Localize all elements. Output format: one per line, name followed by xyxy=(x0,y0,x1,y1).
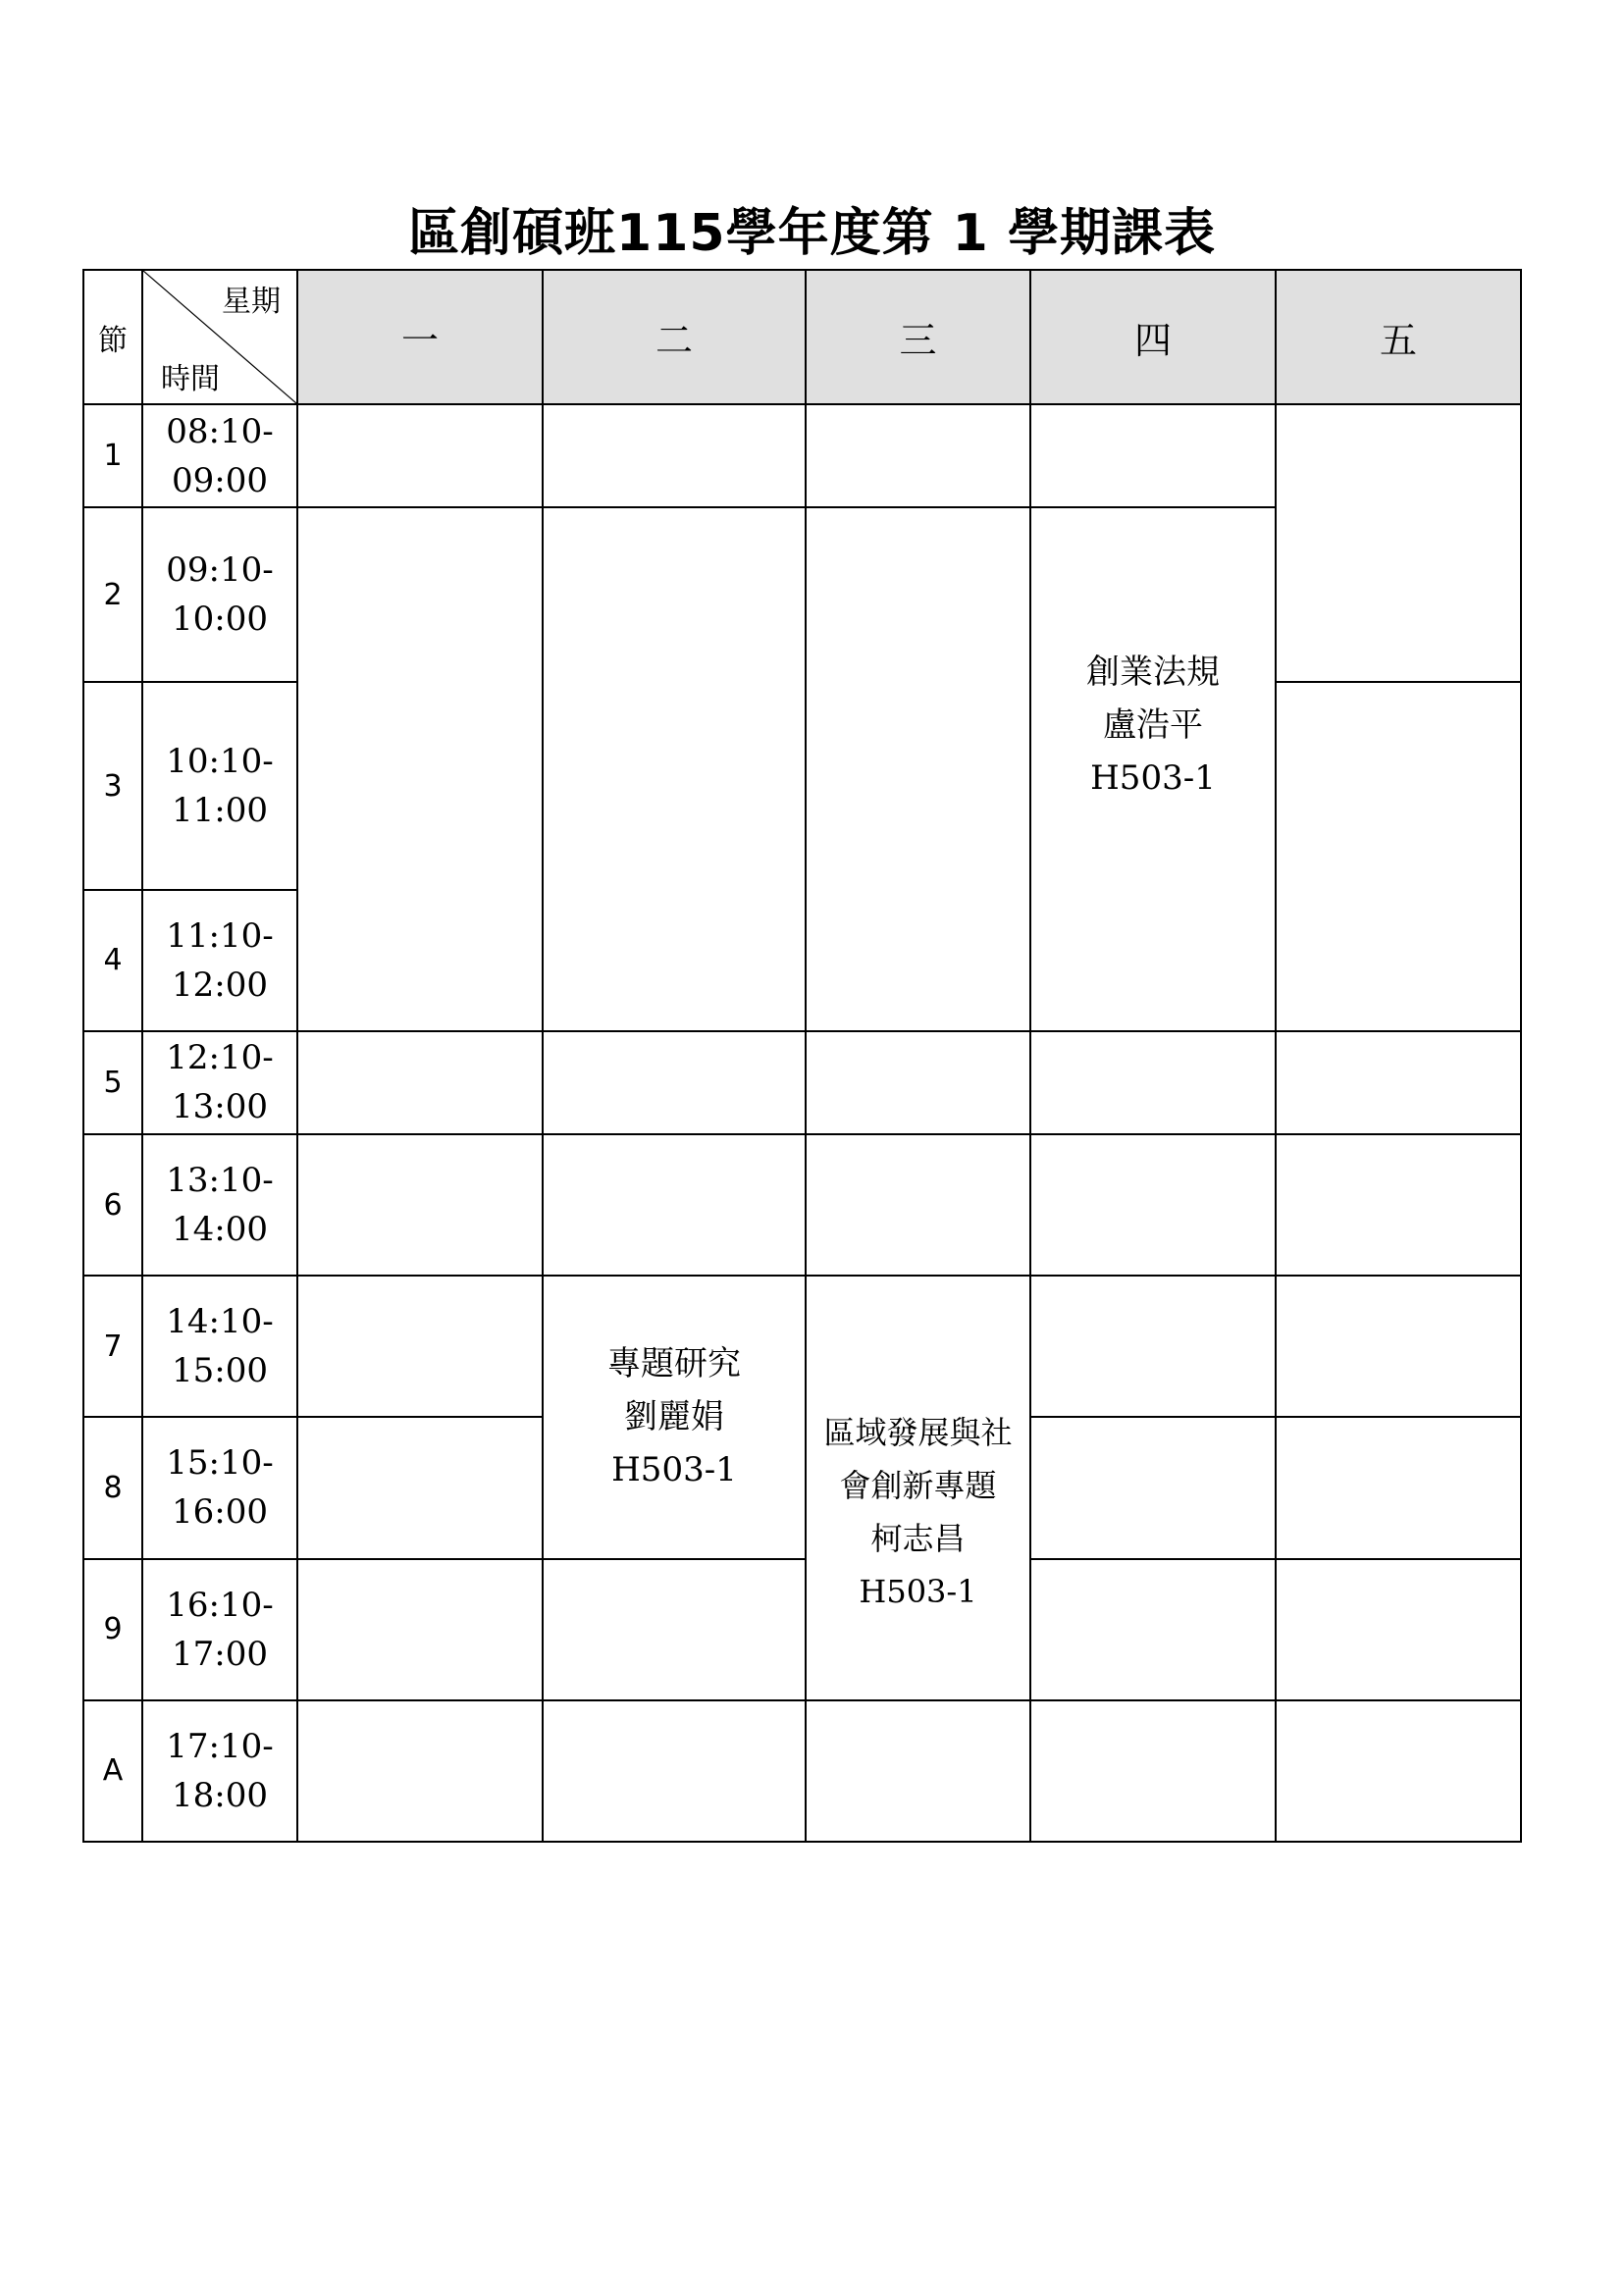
table-row xyxy=(83,1276,1521,1417)
slot-cell xyxy=(1030,1276,1276,1417)
time-range: 09:10- 10:00 xyxy=(142,507,297,682)
period-number: 3 xyxy=(83,682,142,889)
slot-cell xyxy=(297,1417,543,1558)
time-range: 15:10- 16:00 xyxy=(142,1417,297,1558)
course-name-line1: 區域發展與社 xyxy=(823,1414,1013,1452)
period-number: 1 xyxy=(83,404,142,507)
table-row xyxy=(83,1031,1521,1134)
time-range: 16:10- 17:00 xyxy=(142,1559,297,1700)
slot-cell xyxy=(1030,1417,1276,1558)
course-cell xyxy=(1030,507,1276,1031)
course-name: 創業法規 xyxy=(1086,652,1220,692)
slot-cell xyxy=(543,1031,806,1134)
slot-cell xyxy=(543,507,806,1031)
course-room: H503-1 xyxy=(859,1573,977,1611)
slot-cell xyxy=(297,507,543,1031)
slot-cell xyxy=(1276,1031,1521,1134)
slot-cell xyxy=(1276,1134,1521,1276)
corner-header xyxy=(142,270,297,404)
course-name-line2: 會創新專題 xyxy=(839,1467,997,1505)
slot-cell xyxy=(806,1134,1030,1276)
time-range: 13:10- 14:00 xyxy=(142,1134,297,1276)
period-number: A xyxy=(83,1700,142,1842)
period-number: 8 xyxy=(83,1417,142,1558)
slot-cell xyxy=(297,1031,543,1134)
slot-cell xyxy=(543,404,806,507)
time-range: 17:10- 18:00 xyxy=(142,1700,297,1842)
course-room: H503-1 xyxy=(611,1450,737,1490)
course-room: H503-1 xyxy=(1090,757,1216,798)
period-number: 5 xyxy=(83,1031,142,1134)
course-name: 專題研究 xyxy=(607,1344,741,1384)
page-title: 區創碩班115學年度第 1 學期課表 xyxy=(408,204,1216,263)
time-header-label: 時間 xyxy=(161,362,220,396)
course-teacher: 劉麗娟 xyxy=(624,1397,724,1437)
period-number: 6 xyxy=(83,1134,142,1276)
period-number: 2 xyxy=(83,507,142,682)
time-range: 12:10- 13:00 xyxy=(142,1031,297,1134)
slot-cell xyxy=(297,1559,543,1700)
period-header: 節 xyxy=(83,270,142,404)
table-row xyxy=(83,1134,1521,1276)
course-teacher: 柯志昌 xyxy=(870,1520,966,1558)
slot-cell xyxy=(1030,404,1276,507)
table-row xyxy=(83,1700,1521,1842)
slot-cell xyxy=(297,1700,543,1842)
table-row xyxy=(83,1559,1521,1700)
slot-cell xyxy=(806,404,1030,507)
period-number: 4 xyxy=(83,890,142,1031)
slot-cell xyxy=(543,1700,806,1842)
slot-cell xyxy=(543,1559,806,1700)
slot-cell xyxy=(806,1700,1030,1842)
day-header-fri: 五 xyxy=(1276,270,1521,404)
slot-cell xyxy=(297,404,543,507)
header-row xyxy=(83,270,1521,404)
slot-cell xyxy=(297,1134,543,1276)
time-range: 10:10- 11:00 xyxy=(142,682,297,889)
day-header-wed: 三 xyxy=(806,270,1030,404)
course-cell xyxy=(543,1276,806,1558)
slot-cell xyxy=(1276,1276,1521,1417)
time-range: 11:10- 12:00 xyxy=(142,890,297,1031)
day-header-tue: 二 xyxy=(543,270,806,404)
slot-cell xyxy=(1030,1031,1276,1134)
slot-cell xyxy=(806,1031,1030,1134)
time-range: 08:10- 09:00 xyxy=(142,404,297,507)
slot-cell xyxy=(1276,1700,1521,1842)
slot-cell xyxy=(1276,404,1521,682)
slot-cell xyxy=(1030,1134,1276,1276)
slot-cell xyxy=(1276,1559,1521,1700)
weekday-header-label: 星期 xyxy=(222,285,281,319)
slot-cell xyxy=(297,1276,543,1417)
slot-cell xyxy=(543,1134,806,1276)
day-header-mon: 一 xyxy=(297,270,543,404)
period-number: 9 xyxy=(83,1559,142,1700)
schedule-table xyxy=(82,269,1522,1843)
slot-cell xyxy=(1030,1559,1276,1700)
slot-cell xyxy=(806,507,1030,1031)
day-header-thu: 四 xyxy=(1030,270,1276,404)
slot-cell xyxy=(1276,682,1521,1030)
course-teacher: 盧浩平 xyxy=(1103,704,1203,745)
time-range: 14:10- 15:00 xyxy=(142,1276,297,1417)
course-cell xyxy=(806,1276,1030,1700)
period-number: 7 xyxy=(83,1276,142,1417)
table-row xyxy=(83,404,1521,507)
slot-cell xyxy=(1030,1700,1276,1842)
slot-cell xyxy=(1276,1417,1521,1558)
